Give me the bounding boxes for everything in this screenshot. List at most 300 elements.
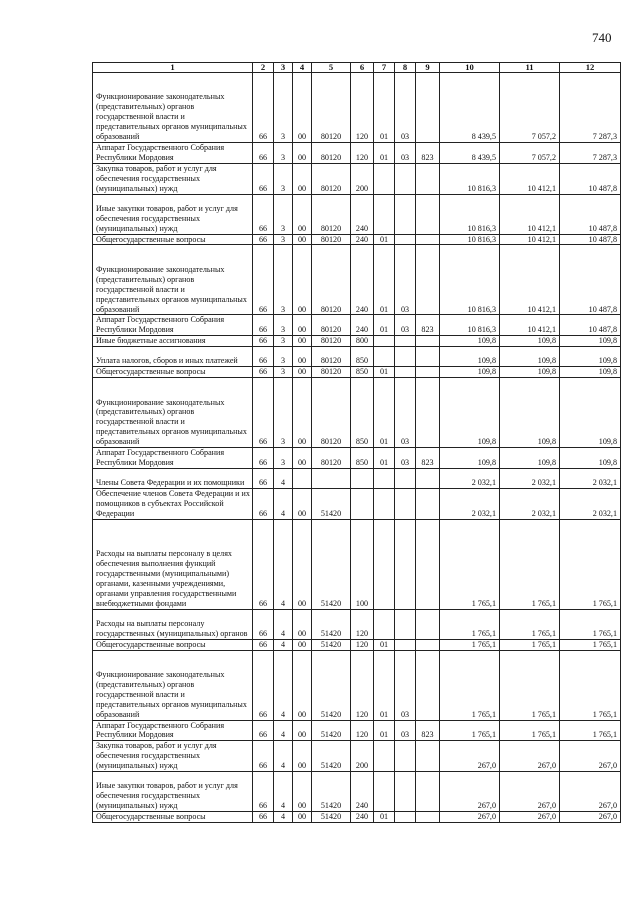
table-row <box>93 163 621 194</box>
row-cell-col-11: 10 412,1 <box>500 315 560 336</box>
row-cell-col-5: 80120 <box>312 367 351 378</box>
row-cell-col-10: 1 765,1 <box>440 519 500 609</box>
row-cell-col-12: 10 487,8 <box>560 194 621 234</box>
table-row <box>93 245 621 315</box>
row-cell-col-12: 1 765,1 <box>560 650 621 720</box>
row-cell-col-2: 66 <box>253 73 274 143</box>
row-cell-col-10: 1 765,1 <box>440 609 500 639</box>
row-cell-col-7: 01 <box>374 812 395 823</box>
row-cell-col-12: 2 032,1 <box>560 488 621 519</box>
row-name-cell: Общегосударственные вопросы <box>93 812 253 823</box>
row-cell-col-3: 4 <box>274 639 293 650</box>
row-cell-col-12: 109,8 <box>560 347 621 367</box>
row-cell-col-8 <box>395 772 416 812</box>
row-cell-col-4: 00 <box>293 378 312 448</box>
row-cell-col-11: 109,8 <box>500 448 560 469</box>
row-cell-col-2: 66 <box>253 315 274 336</box>
row-cell-col-4: 00 <box>293 488 312 519</box>
row-cell-col-6: 120 <box>351 720 374 741</box>
row-cell-col-2: 66 <box>253 367 274 378</box>
row-cell-col-6: 200 <box>351 741 374 772</box>
row-cell-col-7: 01 <box>374 234 395 245</box>
row-cell-col-8: 03 <box>395 143 416 164</box>
row-cell-col-10: 2 032,1 <box>440 468 500 488</box>
row-cell-col-9 <box>416 772 440 812</box>
row-cell-col-5 <box>312 468 351 488</box>
row-cell-col-4: 00 <box>293 336 312 347</box>
row-cell-col-5: 51420 <box>312 812 351 823</box>
row-cell-col-4: 00 <box>293 812 312 823</box>
row-cell-col-4: 00 <box>293 720 312 741</box>
row-name-cell: Иные закупки товаров, работ и услуг для обеспечения государственных (муниципальных) нужд <box>93 772 253 812</box>
row-cell-col-6: 240 <box>351 772 374 812</box>
row-cell-col-2: 66 <box>253 234 274 245</box>
row-cell-col-7 <box>374 488 395 519</box>
table-row <box>93 194 621 234</box>
row-cell-col-2: 66 <box>253 468 274 488</box>
column-header-1: 1 <box>93 63 253 73</box>
row-cell-col-7: 01 <box>374 639 395 650</box>
row-cell-col-3: 3 <box>274 143 293 164</box>
row-cell-col-6: 850 <box>351 448 374 469</box>
row-cell-col-12: 267,0 <box>560 812 621 823</box>
row-cell-col-2: 66 <box>253 488 274 519</box>
row-cell-col-5: 80120 <box>312 234 351 245</box>
row-cell-col-7 <box>374 194 395 234</box>
row-cell-col-11: 1 765,1 <box>500 609 560 639</box>
row-cell-col-2: 66 <box>253 347 274 367</box>
column-header-10: 10 <box>440 63 500 73</box>
row-cell-col-7 <box>374 609 395 639</box>
row-name-cell: Аппарат Государственного Собрания Республики Мордовия <box>93 448 253 469</box>
row-cell-col-3: 4 <box>274 720 293 741</box>
row-cell-col-10: 109,8 <box>440 347 500 367</box>
row-cell-col-3: 3 <box>274 367 293 378</box>
row-cell-col-6: 200 <box>351 163 374 194</box>
row-cell-col-11: 10 412,1 <box>500 194 560 234</box>
row-cell-col-2: 66 <box>253 519 274 609</box>
row-cell-col-10: 10 816,3 <box>440 234 500 245</box>
row-cell-col-8 <box>395 609 416 639</box>
row-cell-col-4: 00 <box>293 519 312 609</box>
row-cell-col-5: 80120 <box>312 315 351 336</box>
row-cell-col-10: 2 032,1 <box>440 488 500 519</box>
row-cell-col-6: 120 <box>351 650 374 720</box>
table-row <box>93 639 621 650</box>
row-cell-col-5: 80120 <box>312 336 351 347</box>
row-cell-col-8: 03 <box>395 378 416 448</box>
row-name-cell: Члены Совета Федерации и их помощники <box>93 468 253 488</box>
row-cell-col-9: 823 <box>416 143 440 164</box>
column-header-11: 11 <box>500 63 560 73</box>
row-cell-col-5: 80120 <box>312 194 351 234</box>
row-cell-col-5: 80120 <box>312 245 351 315</box>
row-cell-col-4: 00 <box>293 347 312 367</box>
row-cell-col-11: 109,8 <box>500 347 560 367</box>
row-name-cell: Иные бюджетные ассигнования <box>93 336 253 347</box>
row-cell-col-2: 66 <box>253 650 274 720</box>
row-cell-col-2: 66 <box>253 720 274 741</box>
row-cell-col-3: 4 <box>274 741 293 772</box>
row-cell-col-10: 10 816,3 <box>440 245 500 315</box>
row-cell-col-7: 01 <box>374 448 395 469</box>
row-name-cell: Общегосударственные вопросы <box>93 639 253 650</box>
row-cell-col-9 <box>416 488 440 519</box>
table-row <box>93 143 621 164</box>
row-cell-col-2: 66 <box>253 609 274 639</box>
row-cell-col-5: 51420 <box>312 488 351 519</box>
row-cell-col-12: 1 765,1 <box>560 639 621 650</box>
header-row <box>93 63 621 73</box>
row-cell-col-10: 109,8 <box>440 336 500 347</box>
row-cell-col-6: 240 <box>351 812 374 823</box>
row-cell-col-3: 3 <box>274 163 293 194</box>
row-cell-col-4: 00 <box>293 163 312 194</box>
row-cell-col-9: 823 <box>416 448 440 469</box>
row-cell-col-12: 1 765,1 <box>560 519 621 609</box>
table-row <box>93 720 621 741</box>
row-cell-col-11: 10 412,1 <box>500 163 560 194</box>
row-name-cell: Функционирование законодательных (представительных) органов государственной власти и представительных органов муниципальных образований <box>93 73 253 143</box>
row-cell-col-8: 03 <box>395 448 416 469</box>
row-cell-col-12: 1 765,1 <box>560 720 621 741</box>
row-cell-col-9 <box>416 741 440 772</box>
row-cell-col-2: 66 <box>253 772 274 812</box>
row-cell-col-10: 8 439,5 <box>440 73 500 143</box>
row-cell-col-4: 00 <box>293 315 312 336</box>
row-cell-col-5: 80120 <box>312 73 351 143</box>
row-cell-col-6: 120 <box>351 73 374 143</box>
row-cell-col-4 <box>293 468 312 488</box>
row-cell-col-9 <box>416 194 440 234</box>
row-name-cell: Обеспечение членов Совета Федерации и их помощников в субъектах Российской Федерации <box>93 488 253 519</box>
table-row <box>93 367 621 378</box>
row-cell-col-3: 4 <box>274 519 293 609</box>
row-cell-col-7: 01 <box>374 378 395 448</box>
row-cell-col-3: 3 <box>274 245 293 315</box>
row-name-cell: Аппарат Государственного Собрания Республики Мордовия <box>93 720 253 741</box>
row-cell-col-11: 2 032,1 <box>500 468 560 488</box>
table-row <box>93 772 621 812</box>
row-cell-col-7 <box>374 468 395 488</box>
row-cell-col-2: 66 <box>253 378 274 448</box>
row-cell-col-9: 823 <box>416 315 440 336</box>
row-cell-col-8 <box>395 468 416 488</box>
column-header-6: 6 <box>351 63 374 73</box>
row-cell-col-8 <box>395 519 416 609</box>
table-row <box>93 650 621 720</box>
row-name-cell: Закупка товаров, работ и услуг для обеспечения государственных (муниципальных) нужд <box>93 741 253 772</box>
row-name-cell: Закупка товаров, работ и услуг для обеспечения государственных (муниципальных) нужд <box>93 163 253 194</box>
row-name-cell: Аппарат Государственного Собрания Республики Мордовия <box>93 143 253 164</box>
budget-table <box>92 62 621 823</box>
row-cell-col-8 <box>395 639 416 650</box>
row-cell-col-9 <box>416 234 440 245</box>
row-cell-col-4: 00 <box>293 245 312 315</box>
row-cell-col-7: 01 <box>374 143 395 164</box>
row-cell-col-12: 109,8 <box>560 367 621 378</box>
row-cell-col-10: 267,0 <box>440 772 500 812</box>
table-row <box>93 812 621 823</box>
row-cell-col-9 <box>416 519 440 609</box>
row-cell-col-8 <box>395 367 416 378</box>
row-cell-col-4: 00 <box>293 73 312 143</box>
row-cell-col-7 <box>374 741 395 772</box>
row-name-cell: Расходы на выплаты персоналу в целях обеспечения выполнения функций государственными (муниципальными) органами, казенными учреждениями, органами управления государственными внебюджетными фондами <box>93 519 253 609</box>
row-cell-col-2: 66 <box>253 448 274 469</box>
row-cell-col-4: 00 <box>293 367 312 378</box>
row-cell-col-11: 1 765,1 <box>500 650 560 720</box>
row-cell-col-7: 01 <box>374 650 395 720</box>
row-cell-col-11: 267,0 <box>500 772 560 812</box>
row-cell-col-3: 3 <box>274 315 293 336</box>
row-cell-col-11: 1 765,1 <box>500 519 560 609</box>
row-cell-col-4: 00 <box>293 741 312 772</box>
row-cell-col-8: 03 <box>395 720 416 741</box>
table-row <box>93 519 621 609</box>
row-cell-col-8 <box>395 812 416 823</box>
column-header-9: 9 <box>416 63 440 73</box>
row-cell-col-6: 850 <box>351 378 374 448</box>
table-row <box>93 378 621 448</box>
row-cell-col-7: 01 <box>374 245 395 315</box>
row-cell-col-9 <box>416 378 440 448</box>
row-cell-col-5: 80120 <box>312 347 351 367</box>
column-header-7: 7 <box>374 63 395 73</box>
row-cell-col-9 <box>416 367 440 378</box>
row-cell-col-5: 80120 <box>312 378 351 448</box>
row-cell-col-4: 00 <box>293 448 312 469</box>
row-cell-col-3: 3 <box>274 336 293 347</box>
row-cell-col-8: 03 <box>395 650 416 720</box>
row-cell-col-5: 80120 <box>312 448 351 469</box>
row-cell-col-7: 01 <box>374 367 395 378</box>
column-header-4: 4 <box>293 63 312 73</box>
row-cell-col-11: 267,0 <box>500 741 560 772</box>
table-row <box>93 315 621 336</box>
row-cell-col-10: 1 765,1 <box>440 639 500 650</box>
table-row <box>93 468 621 488</box>
row-cell-col-3: 3 <box>274 73 293 143</box>
row-cell-col-6: 240 <box>351 245 374 315</box>
row-cell-col-5: 51420 <box>312 772 351 812</box>
row-cell-col-6: 800 <box>351 336 374 347</box>
row-cell-col-3: 4 <box>274 609 293 639</box>
row-cell-col-4: 00 <box>293 234 312 245</box>
row-cell-col-8 <box>395 347 416 367</box>
column-header-8: 8 <box>395 63 416 73</box>
table-row <box>93 609 621 639</box>
table-row <box>93 448 621 469</box>
row-cell-col-5: 80120 <box>312 163 351 194</box>
row-cell-col-2: 66 <box>253 639 274 650</box>
row-cell-col-9 <box>416 468 440 488</box>
row-cell-col-11: 109,8 <box>500 336 560 347</box>
page-number: 740 <box>592 30 612 45</box>
row-cell-col-2: 66 <box>253 194 274 234</box>
row-cell-col-11: 267,0 <box>500 812 560 823</box>
row-cell-col-12: 109,8 <box>560 336 621 347</box>
row-cell-col-4: 00 <box>293 639 312 650</box>
row-name-cell: Иные закупки товаров, работ и услуг для обеспечения государственных (муниципальных) нужд <box>93 194 253 234</box>
row-cell-col-5: 51420 <box>312 519 351 609</box>
row-cell-col-9 <box>416 609 440 639</box>
column-header-3: 3 <box>274 63 293 73</box>
row-cell-col-12: 2 032,1 <box>560 468 621 488</box>
row-cell-col-9 <box>416 245 440 315</box>
row-cell-col-8: 03 <box>395 315 416 336</box>
row-cell-col-12: 7 287,3 <box>560 143 621 164</box>
row-cell-col-9 <box>416 73 440 143</box>
row-cell-col-7: 01 <box>374 73 395 143</box>
row-cell-col-11: 7 057,2 <box>500 73 560 143</box>
row-cell-col-6: 850 <box>351 367 374 378</box>
row-name-cell: Аппарат Государственного Собрания Республики Мордовия <box>93 315 253 336</box>
row-cell-col-11: 10 412,1 <box>500 234 560 245</box>
row-cell-col-12: 267,0 <box>560 772 621 812</box>
table-row <box>93 488 621 519</box>
table-row <box>93 73 621 143</box>
row-cell-col-3: 4 <box>274 650 293 720</box>
row-cell-col-4: 00 <box>293 194 312 234</box>
row-cell-col-7 <box>374 347 395 367</box>
row-cell-col-2: 66 <box>253 812 274 823</box>
row-cell-col-5: 80120 <box>312 143 351 164</box>
row-cell-col-4: 00 <box>293 143 312 164</box>
row-cell-col-2: 66 <box>253 143 274 164</box>
row-cell-col-8 <box>395 163 416 194</box>
row-name-cell: Функционирование законодательных (представительных) органов государственной власти и представительных органов муниципальных образований <box>93 650 253 720</box>
row-cell-col-3: 3 <box>274 448 293 469</box>
row-cell-col-3: 3 <box>274 378 293 448</box>
row-cell-col-10: 1 765,1 <box>440 650 500 720</box>
row-cell-col-8 <box>395 234 416 245</box>
row-cell-col-9 <box>416 639 440 650</box>
row-cell-col-11: 109,8 <box>500 367 560 378</box>
table-row <box>93 234 621 245</box>
row-cell-col-3: 3 <box>274 234 293 245</box>
row-cell-col-2: 66 <box>253 336 274 347</box>
row-cell-col-12: 10 487,8 <box>560 163 621 194</box>
row-cell-col-10: 10 816,3 <box>440 315 500 336</box>
row-cell-col-2: 66 <box>253 741 274 772</box>
row-cell-col-5: 51420 <box>312 609 351 639</box>
row-cell-col-10: 109,8 <box>440 378 500 448</box>
row-name-cell: Общегосударственные вопросы <box>93 367 253 378</box>
row-cell-col-10: 109,8 <box>440 367 500 378</box>
row-cell-col-7: 01 <box>374 720 395 741</box>
row-cell-col-3: 4 <box>274 772 293 812</box>
row-cell-col-7 <box>374 336 395 347</box>
row-cell-col-8 <box>395 336 416 347</box>
column-header-2: 2 <box>253 63 274 73</box>
row-cell-col-4: 00 <box>293 650 312 720</box>
row-cell-col-12: 267,0 <box>560 741 621 772</box>
row-cell-col-5: 51420 <box>312 650 351 720</box>
row-cell-col-6: 240 <box>351 194 374 234</box>
row-cell-col-10: 267,0 <box>440 741 500 772</box>
row-name-cell: Общегосударственные вопросы <box>93 234 253 245</box>
row-cell-col-11: 109,8 <box>500 378 560 448</box>
row-cell-col-12: 109,8 <box>560 378 621 448</box>
row-name-cell: Расходы на выплаты персоналу государственных (муниципальных) органов <box>93 609 253 639</box>
row-cell-col-6: 240 <box>351 234 374 245</box>
row-cell-col-8 <box>395 741 416 772</box>
row-cell-col-9: 823 <box>416 720 440 741</box>
row-cell-col-3: 3 <box>274 194 293 234</box>
row-cell-col-6: 120 <box>351 143 374 164</box>
row-name-cell: Функционирование законодательных (представительных) органов государственной власти и представительных органов муниципальных образований <box>93 245 253 315</box>
row-cell-col-11: 1 765,1 <box>500 639 560 650</box>
row-cell-col-9 <box>416 347 440 367</box>
row-cell-col-7 <box>374 772 395 812</box>
row-cell-col-9 <box>416 163 440 194</box>
row-cell-col-11: 7 057,2 <box>500 143 560 164</box>
table-row <box>93 347 621 367</box>
row-cell-col-11: 1 765,1 <box>500 720 560 741</box>
column-header-12: 12 <box>560 63 621 73</box>
row-cell-col-10: 8 439,5 <box>440 143 500 164</box>
table-row <box>93 741 621 772</box>
row-name-cell: Функционирование законодательных (представительных) органов государственной власти и представительных органов муниципальных образований <box>93 378 253 448</box>
row-cell-col-4: 00 <box>293 609 312 639</box>
row-cell-col-9 <box>416 336 440 347</box>
row-cell-col-8 <box>395 194 416 234</box>
row-cell-col-12: 7 287,3 <box>560 73 621 143</box>
row-cell-col-10: 10 816,3 <box>440 163 500 194</box>
row-cell-col-8: 03 <box>395 245 416 315</box>
row-cell-col-7 <box>374 519 395 609</box>
row-cell-col-3: 3 <box>274 347 293 367</box>
row-cell-col-8: 03 <box>395 73 416 143</box>
row-cell-col-6: 240 <box>351 315 374 336</box>
row-cell-col-6: 100 <box>351 519 374 609</box>
row-cell-col-11: 2 032,1 <box>500 488 560 519</box>
row-cell-col-4: 00 <box>293 772 312 812</box>
row-cell-col-3: 4 <box>274 468 293 488</box>
row-name-cell: Уплата налогов, сборов и иных платежей <box>93 347 253 367</box>
row-cell-col-7 <box>374 163 395 194</box>
row-cell-col-3: 4 <box>274 488 293 519</box>
row-cell-col-9 <box>416 812 440 823</box>
row-cell-col-10: 1 765,1 <box>440 720 500 741</box>
row-cell-col-6 <box>351 488 374 519</box>
row-cell-col-5: 51420 <box>312 720 351 741</box>
row-cell-col-6: 120 <box>351 639 374 650</box>
row-cell-col-6: 850 <box>351 347 374 367</box>
row-cell-col-7: 01 <box>374 315 395 336</box>
row-cell-col-5: 51420 <box>312 639 351 650</box>
row-cell-col-6: 120 <box>351 609 374 639</box>
row-cell-col-8 <box>395 488 416 519</box>
row-cell-col-12: 10 487,8 <box>560 234 621 245</box>
row-cell-col-2: 66 <box>253 245 274 315</box>
row-cell-col-10: 10 816,3 <box>440 194 500 234</box>
row-cell-col-12: 10 487,8 <box>560 315 621 336</box>
table-body <box>93 73 621 823</box>
row-cell-col-11: 10 412,1 <box>500 245 560 315</box>
row-cell-col-10: 109,8 <box>440 448 500 469</box>
table-row <box>93 336 621 347</box>
row-cell-col-6 <box>351 468 374 488</box>
row-cell-col-12: 109,8 <box>560 448 621 469</box>
row-cell-col-5: 51420 <box>312 741 351 772</box>
row-cell-col-3: 4 <box>274 812 293 823</box>
row-cell-col-2: 66 <box>253 163 274 194</box>
row-cell-col-9 <box>416 650 440 720</box>
row-cell-col-10: 267,0 <box>440 812 500 823</box>
row-cell-col-12: 10 487,8 <box>560 245 621 315</box>
